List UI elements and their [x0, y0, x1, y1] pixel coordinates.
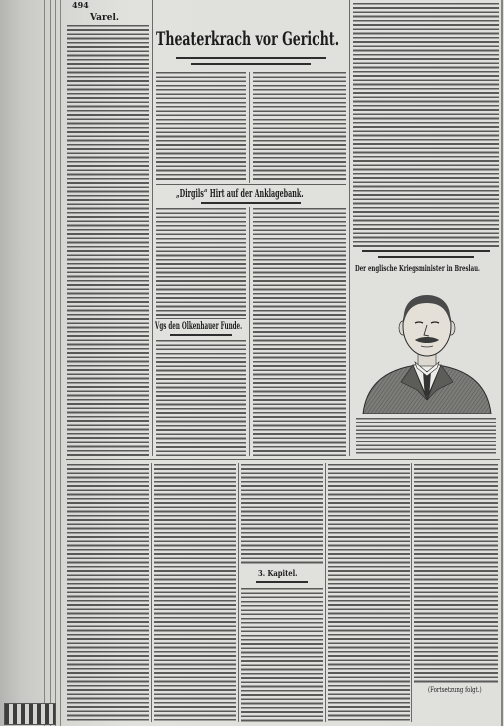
right-subheading-line [378, 256, 474, 258]
column-rule [411, 463, 412, 722]
section-separator [66, 459, 500, 460]
page-number: 494 [72, 0, 89, 10]
column-rule [152, 0, 153, 456]
right-subheading-line [362, 250, 490, 252]
serial-chapter-heading: 3. Kapitel. [258, 568, 298, 578]
article-separator [156, 318, 246, 319]
serial-text [241, 588, 323, 722]
right-column-headline: Der englische Kriegsminister in Breslau. [355, 263, 480, 273]
serial-chapter-subtitle-line [256, 581, 308, 583]
column-rule [238, 463, 239, 722]
lead-headline: Theaterkrach vor Gericht. [156, 28, 340, 50]
column-rule [349, 0, 350, 456]
column-rule [249, 207, 250, 456]
second-headline: „Dirgils“ Hirt auf der Anklagebank. [176, 187, 304, 200]
right-column-text [353, 3, 499, 247]
column-rule [325, 463, 326, 722]
binding-edge-line [60, 0, 61, 726]
serial-text [67, 464, 149, 722]
lead-article-text [156, 72, 246, 182]
serial-text [328, 464, 410, 722]
second-article-text [156, 208, 246, 316]
left-column-text [67, 25, 149, 456]
column-rule [151, 463, 152, 722]
serial-continued-note: (Fortsetzung folgt.) [428, 686, 482, 694]
article-separator [156, 184, 346, 185]
right-page-edge [501, 0, 503, 726]
serial-text [414, 464, 498, 684]
binding-edge-line [44, 0, 45, 726]
binding-edge-line [55, 0, 56, 726]
left-column-heading: Varel. [90, 13, 120, 23]
second-subheading-line [201, 202, 301, 204]
lead-article-text [253, 72, 346, 182]
serial-text [241, 464, 323, 566]
third-headline: Vgs den Olkenhauer Funde. [155, 321, 243, 332]
third-article-text [156, 340, 246, 456]
second-article-text [253, 208, 346, 456]
lead-subheading-line [176, 57, 326, 59]
lead-subheading-line [191, 63, 311, 65]
column-rule [249, 72, 250, 183]
binding-edge-line [50, 0, 51, 726]
portrait-caption [356, 418, 496, 456]
serial-text [154, 464, 236, 722]
portrait-illustration [357, 276, 497, 414]
microfilm-scale-ruler [4, 703, 56, 725]
third-subheading-line [170, 334, 232, 336]
